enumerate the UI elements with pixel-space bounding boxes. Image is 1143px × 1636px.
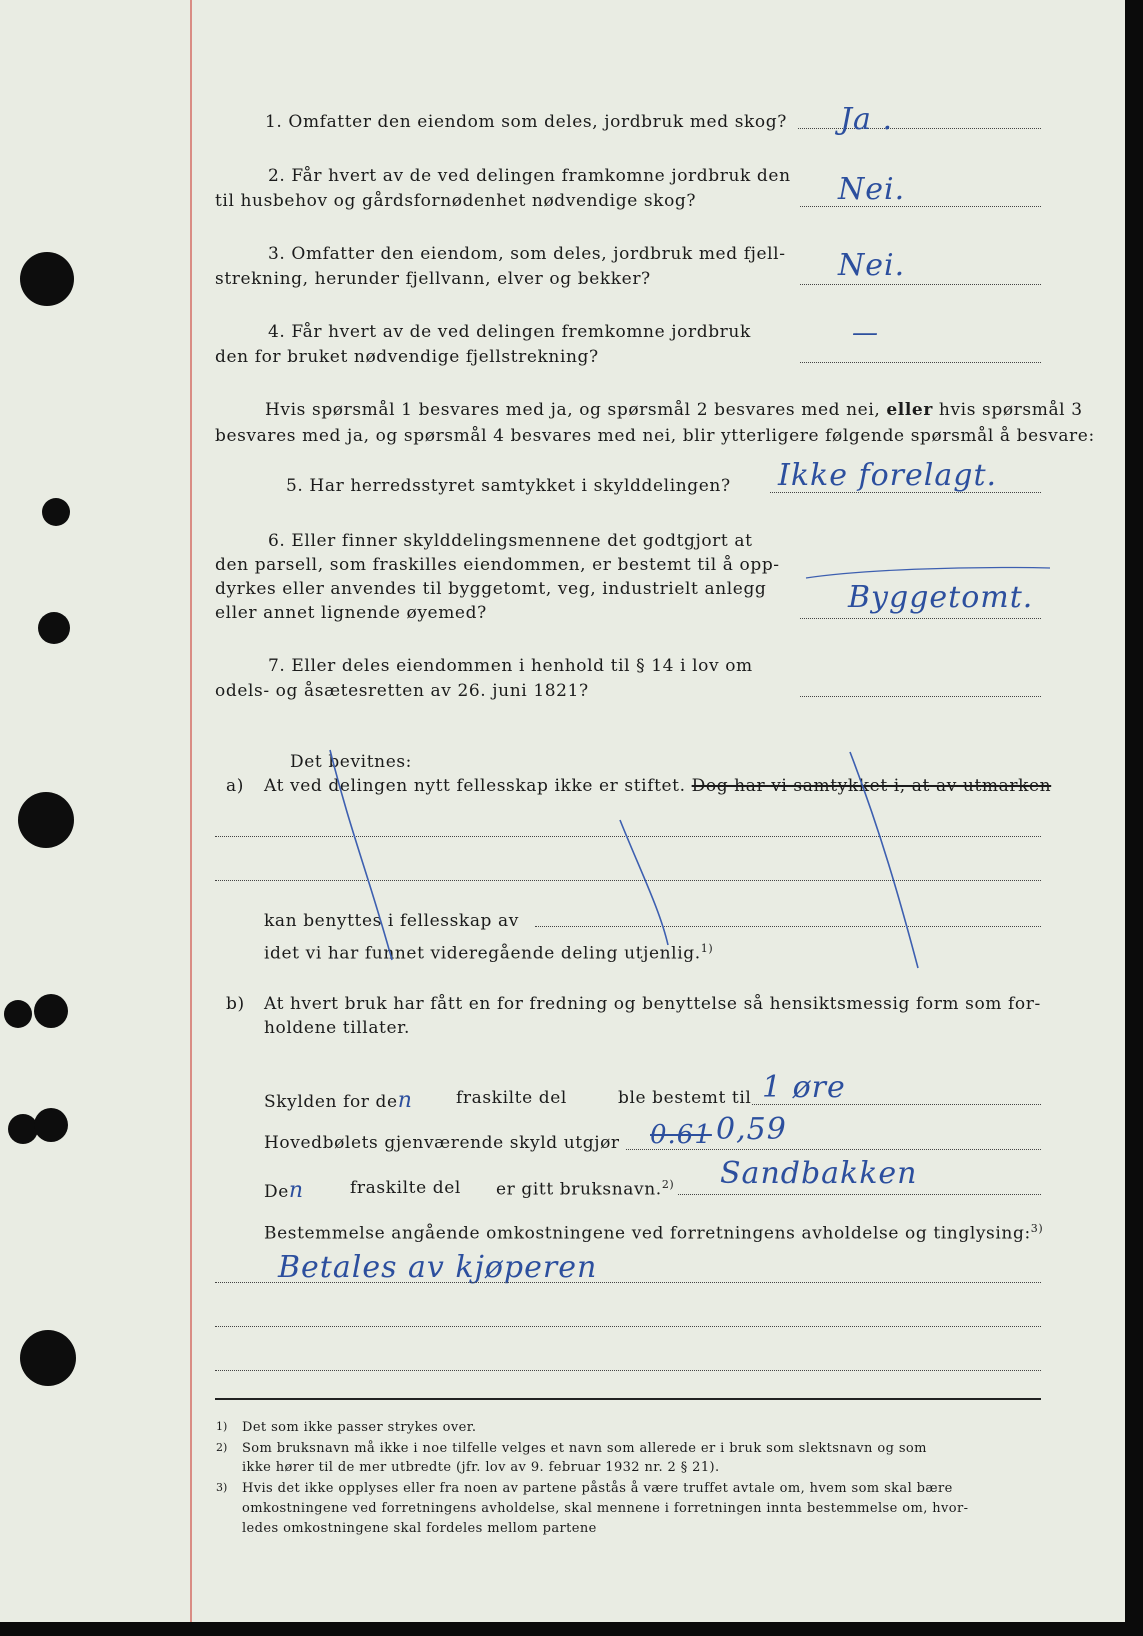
skyld-line3-a: De <box>264 1182 289 1202</box>
bevitnes-a-label: a) <box>226 776 244 796</box>
question-2-line2: til husbehov og gårdsfornødenhet nødvendige skog? <box>215 191 697 211</box>
intro-line2: besvares med ja, og spørsmål 4 besvares med nei, blir ytterligere følgende spørsmål å besvare: <box>215 426 1095 446</box>
question-3-line2: strekning, herunder fjellvann, elver og bekker? <box>215 269 651 289</box>
footnote-1-line1: Det som ikke passer strykes over. <box>242 1420 477 1435</box>
skyld-line1-hw: n <box>397 1088 413 1113</box>
bevitnes-idet-text: idet vi har funnet videregående deling utjenlig. <box>264 943 701 964</box>
bevitnes-heading: Det bevitnes: <box>290 752 413 772</box>
answer-3-handwritten: Nei. <box>838 248 906 283</box>
skyld-line1-a: Skylden for de <box>264 1092 398 1112</box>
footnote-ref: 1) <box>700 942 714 955</box>
skyld-line2: Hovedbølets gjenværende skyld utgjør <box>264 1133 620 1153</box>
footnote-1-num: 1) <box>216 1420 228 1433</box>
question-5: 5. Har herredsstyret samtykket i skylddelingen? <box>286 476 731 496</box>
question-4-line1: 4. Får hvert av de ved delingen fremkomne jordbruk <box>268 322 751 342</box>
question-7-line2: odels- og åsætesretten av 26. juni 1821? <box>215 681 589 701</box>
skyld-answer-2-struck: 0.61 <box>650 1120 712 1150</box>
question-6-line1: 6. Eller finner skylddelingsmennene det godtgjort at <box>268 531 753 551</box>
skyld-line3-b: fraskilte del <box>350 1178 461 1198</box>
pen-stroke <box>806 567 1050 578</box>
intro-line1-bold: eller <box>886 400 933 420</box>
bevitnes-b-label: b) <box>226 994 245 1014</box>
skyld-answer-1: 1 øre <box>762 1070 846 1105</box>
question-6-line3: dyrkes eller anvendes til byggetomt, veg, industrielt anlegg <box>215 579 767 599</box>
answer-1-handwritten: Ja . <box>840 102 893 137</box>
bevitnes-a-struck: Dog har vi samtykket i, at av utmarken <box>691 776 1052 796</box>
intro-line1-b: hvis spørsmål 3 <box>938 400 1083 420</box>
answer-5-handwritten: Ikke forelagt. <box>778 458 998 493</box>
question-7-line1: 7. Eller deles eiendommen i henhold til § 14 i lov om <box>268 656 753 676</box>
bevitnes-kan: kan benyttes i fellesskap av <box>264 911 519 931</box>
answer-4-handwritten: — <box>852 318 879 348</box>
footnote-3-line3: ledes omkostningene skal fordeles mellom partene <box>242 1521 597 1536</box>
skyld-line1-c: ble bestemt til <box>618 1088 752 1108</box>
footnote-2-num: 2) <box>216 1441 228 1454</box>
footnote-3-line1: Hvis det ikke opplyses eller fra noen av partene påstås å være truffet avtale om, hvem som skal bære <box>242 1481 953 1496</box>
skyld-line3-hw: n <box>288 1178 305 1203</box>
footnote-3-num: 3) <box>216 1481 228 1494</box>
bevitnes-a-main: At ved delingen nytt fellesskap ikke er stiftet. <box>264 776 686 796</box>
footnote-2-line2: ikke hører til de mer utbredte (jfr. lov av 9. februar 1932 nr. 2 § 21). <box>242 1460 720 1475</box>
pen-stroke <box>850 752 918 968</box>
question-2-line1: 2. Får hvert av de ved delingen framkomne jordbruk den <box>268 166 791 186</box>
skyld-answer-3: Sandbakken <box>720 1156 918 1191</box>
skyld-line3-c-text: er gitt bruksnavn. <box>496 1179 662 1200</box>
skyld-line4-text: Bestemmelse angående omkostningene ved forretningens avholdelse og tinglysing: <box>264 1223 1031 1244</box>
skyld-answer-2: 0,59 <box>716 1112 787 1147</box>
footnote-3-line2: omkostningene ved forretningens avholdelse, skal mennene i forretningen innta bestemmelse om, hvor- <box>242 1501 969 1516</box>
question-1: 1. Omfatter den eiendom som deles, jordbruk med skog? <box>265 112 787 132</box>
bevitnes-b-line2: holdene tillater. <box>264 1018 411 1038</box>
question-6-line2: den parsell, som fraskilles eiendommen, er bestemt til å opp- <box>215 555 780 575</box>
pen-stroke <box>620 820 668 945</box>
answer-6-handwritten: Byggetomt. <box>848 580 1034 615</box>
footnote-ref: 3) <box>1030 1222 1044 1235</box>
question-6-line4: eller annet lignende øyemed? <box>215 603 487 623</box>
question-4-line2: den for bruket nødvendige fjellstrekning? <box>215 347 599 367</box>
skyld-answer-4: Betales av kjøperen <box>278 1250 598 1285</box>
answer-2-handwritten: Nei. <box>838 172 906 207</box>
footnote-ref: 2) <box>661 1178 675 1191</box>
intro-line1-a: Hvis spørsmål 1 besvares med ja, og spørsmål 2 besvares med nei, <box>265 400 881 420</box>
bevitnes-b-line1: At hvert bruk har fått en for fredning og benyttelse så hensiktsmessig form som for- <box>264 994 1041 1014</box>
footnote-2-line1: Som bruksnavn må ikke i noe tilfelle velges et navn som allerede er i bruk som slektsnavn og som <box>242 1441 927 1456</box>
pen-stroke <box>330 750 392 960</box>
question-3-line1: 3. Omfatter den eiendom, som deles, jordbruk med fjell- <box>268 244 786 264</box>
skyld-line1-b: fraskilte del <box>456 1088 567 1108</box>
